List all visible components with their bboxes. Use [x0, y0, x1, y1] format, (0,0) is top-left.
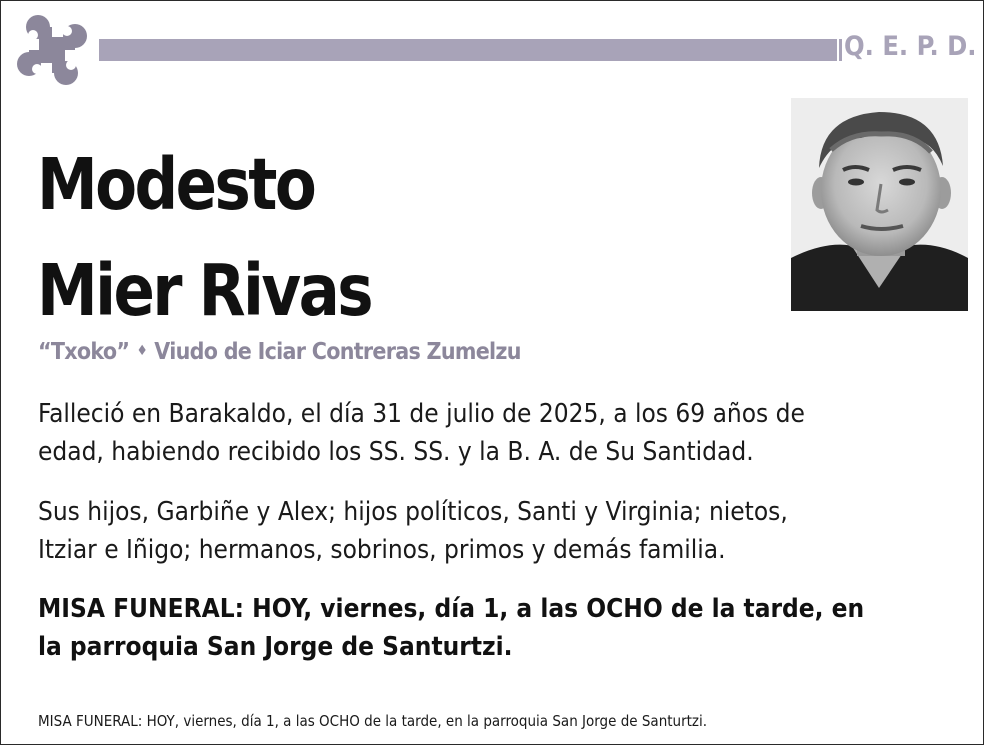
portrait-photo [791, 98, 968, 311]
lauburu-icon [15, 13, 89, 87]
death-line: edad, habiendo recibido los SS. SS. y la B. A. de Su Santidad. [38, 437, 754, 467]
family-line: Sus hijos, Garbiñe y Alex; hijos políticos, Santi y Virginia; nietos, [38, 497, 788, 527]
qepd-label: Q. E. P. D. [844, 31, 977, 62]
first-name: Modesto [37, 143, 315, 226]
mass-line: MISA FUNERAL: HOY, viernes, día 1, a las OCHO de la tarde, en [38, 594, 865, 624]
deceased-name [37, 132, 371, 344]
widower-relation: Viudo de Iciar Contreras Zumelzu [154, 339, 521, 365]
diamond-separator-icon: ♦ [136, 343, 148, 359]
death-announcement [38, 395, 805, 471]
header-divider-bar-end [839, 39, 842, 61]
deceased-subtitle [38, 339, 521, 365]
header-divider-bar [99, 39, 837, 61]
death-line: Falleció en Barakaldo, el día 31 de julio de 2025, a los 69 años de [38, 399, 805, 429]
family-announcement [38, 493, 788, 569]
footer-summary: MISA FUNERAL: HOY, viernes, día 1, a las OCHO de la tarde, en la parroquia San Jorge de Santurtzi. [38, 712, 708, 730]
funeral-mass-announcement [38, 590, 864, 666]
mass-line: la parroquia San Jorge de Santurtzi. [38, 632, 513, 662]
surnames: Mier Rivas [37, 249, 371, 332]
nickname: “Txoko” [38, 339, 130, 365]
family-line: Itziar e Iñigo; hermanos, sobrinos, primos y demás familia. [38, 535, 726, 565]
